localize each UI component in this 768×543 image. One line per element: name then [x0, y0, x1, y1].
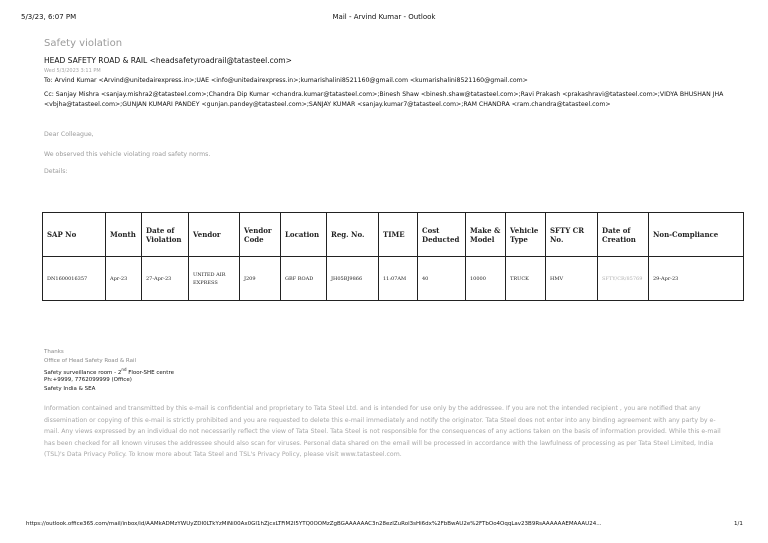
signature-office: Office of Head Safety Road & Rail: [44, 358, 137, 364]
signature-thanks: Thanks: [44, 349, 64, 355]
table-row: [43, 257, 744, 301]
column-header: Make & Model: [466, 213, 506, 257]
column-header: Date of Creation: [598, 213, 649, 257]
table-cell: 29-Apr-23: [649, 257, 744, 301]
violation-table: [42, 212, 744, 301]
table-cell: TRUCK: [506, 257, 546, 301]
column-header: Location: [281, 213, 327, 257]
email-disclaimer: Information contained and transmitted by this e-mail is confidential and proprietary to Tata Steel Ltd. and is intended for use only by the addressee. If you are not the intended recipient , you are notified that any dissemination or copying of this e-mail is strictly prohibited and you are requested to delete this e-mail immediately and notify the originator. Tata Steel does not enter into any binding agreement with any party by e-mail. Any views expressed by an individual do not necessarily reflect the view of Tata Steel. Tata Steel is not responsible for the consequences of any actions taken on the basis of information provided. While this e-mail has been checked for all known viruses the addressee should also scan for viruses. Personal data shared on the email will be processed in accordance with the lawfulness of processing as per Tata Steel Limited, India (TSL)'s Data Privacy Policy. To know more about Tata Steel and TSL's Privacy Policy, please visit www.tatasteel.com.: [44, 405, 721, 458]
column-header: Reg. No.: [327, 213, 379, 257]
print-page-number: 1/1: [734, 521, 743, 527]
table-cell: 11:07AM: [379, 257, 418, 301]
signature-phone: Ph:+9999, 7762099999 (Office): [44, 377, 132, 383]
column-header: Vendor Code: [240, 213, 281, 257]
column-header: Cost Deducted: [418, 213, 466, 257]
signature-dept: Safety India & SEA: [44, 386, 96, 392]
email-sender[interactable]: HEAD SAFETY ROAD & RAIL <headsafetyroadrail@tatasteel.com>: [44, 56, 292, 65]
print-datetime: 5/3/23, 6:07 PM: [21, 13, 77, 21]
table-cell: J209: [240, 257, 281, 301]
table-cell: 10000: [466, 257, 506, 301]
table-cell: HMV: [546, 257, 598, 301]
table-cell: 27-Apr-23: [142, 257, 189, 301]
column-header: SFTY CR No.: [546, 213, 598, 257]
email-subject: Safety violation: [44, 38, 123, 49]
table-header-row: [43, 213, 744, 257]
column-header: Vehicle Type: [506, 213, 546, 257]
table-cell: 40: [418, 257, 466, 301]
table-cell: GBF ROAD: [281, 257, 327, 301]
table-cell: UNITED AIR EXPRESS: [189, 257, 240, 301]
column-header: SAP No: [43, 213, 106, 257]
column-header: Non-Compliance: [649, 213, 744, 257]
email-body-line: We observed this vehicle violating road safety norms.: [44, 151, 211, 158]
table-cell: DN1600016357: [43, 257, 106, 301]
signature-room: [44, 367, 174, 376]
email-greeting: Dear Colleague,: [44, 131, 94, 138]
email-date: Wed 5/3/2023 3:11 PM: [44, 68, 101, 74]
column-header: Month: [106, 213, 142, 257]
table-cell: JH05BJ9866: [327, 257, 379, 301]
print-title: Mail - Arvind Kumar - Outlook: [332, 13, 436, 21]
column-header: Vendor: [189, 213, 240, 257]
signature-room-ordinal: nd: [121, 367, 127, 372]
column-header: TIME: [379, 213, 418, 257]
email-recipients-cc: Cc: Sanjay Mishra <sanjay.mishra2@tatasteel.com>;Chandra Dip Kumar <chandra.kumar@tatasteel.com>;Binesh Shaw <binesh.shaw@tatasteel.com>;Ravi Prakash <prakashravi@tatasteel.com>;VIDYA BHUSHAN JHA <vbjha@tatasteel.com>;GUNJAN KUMARI PANDEY <gunjan.pandey@tatasteel.com>;SANJAY KUMAR <sanjay.kumar7@tatasteel.com>;RAM CHANDRA <ram.chandra@tatasteel.com>: [44, 91, 724, 108]
table-cell: SFTY/CR/85769: [598, 257, 649, 301]
table-cell: Apr-23: [106, 257, 142, 301]
signature-room-suffix: Floor-SHE centre: [126, 369, 174, 376]
email-details-label: Details:: [44, 168, 68, 175]
column-header: Date of Violation: [142, 213, 189, 257]
email-recipients-to: To: Arvind Kumar <Arvind@unitedairexpress.in>;UAE <info@unitedairexpress.in>;kumarishalini8521160@gmail.com <kumarishalini8521160@gmail.com>: [44, 77, 528, 84]
signature-room-text: Safety surveillance room - 2: [44, 369, 122, 376]
print-footer-url: https://outlook.office365.com/mail/inbox/id/AAMkADMzYWUyZDI0LTkYzMiNi00Ax0GI1hZjcxLTFiM2I5YTQ0OOMzZgBGAAAAAAC3n28ezIZuRol3sHi6dx%2FbBwAU2e%2FTbOo4OqqLav23B9RsAAAAAAEMAAAU24...: [26, 521, 602, 527]
